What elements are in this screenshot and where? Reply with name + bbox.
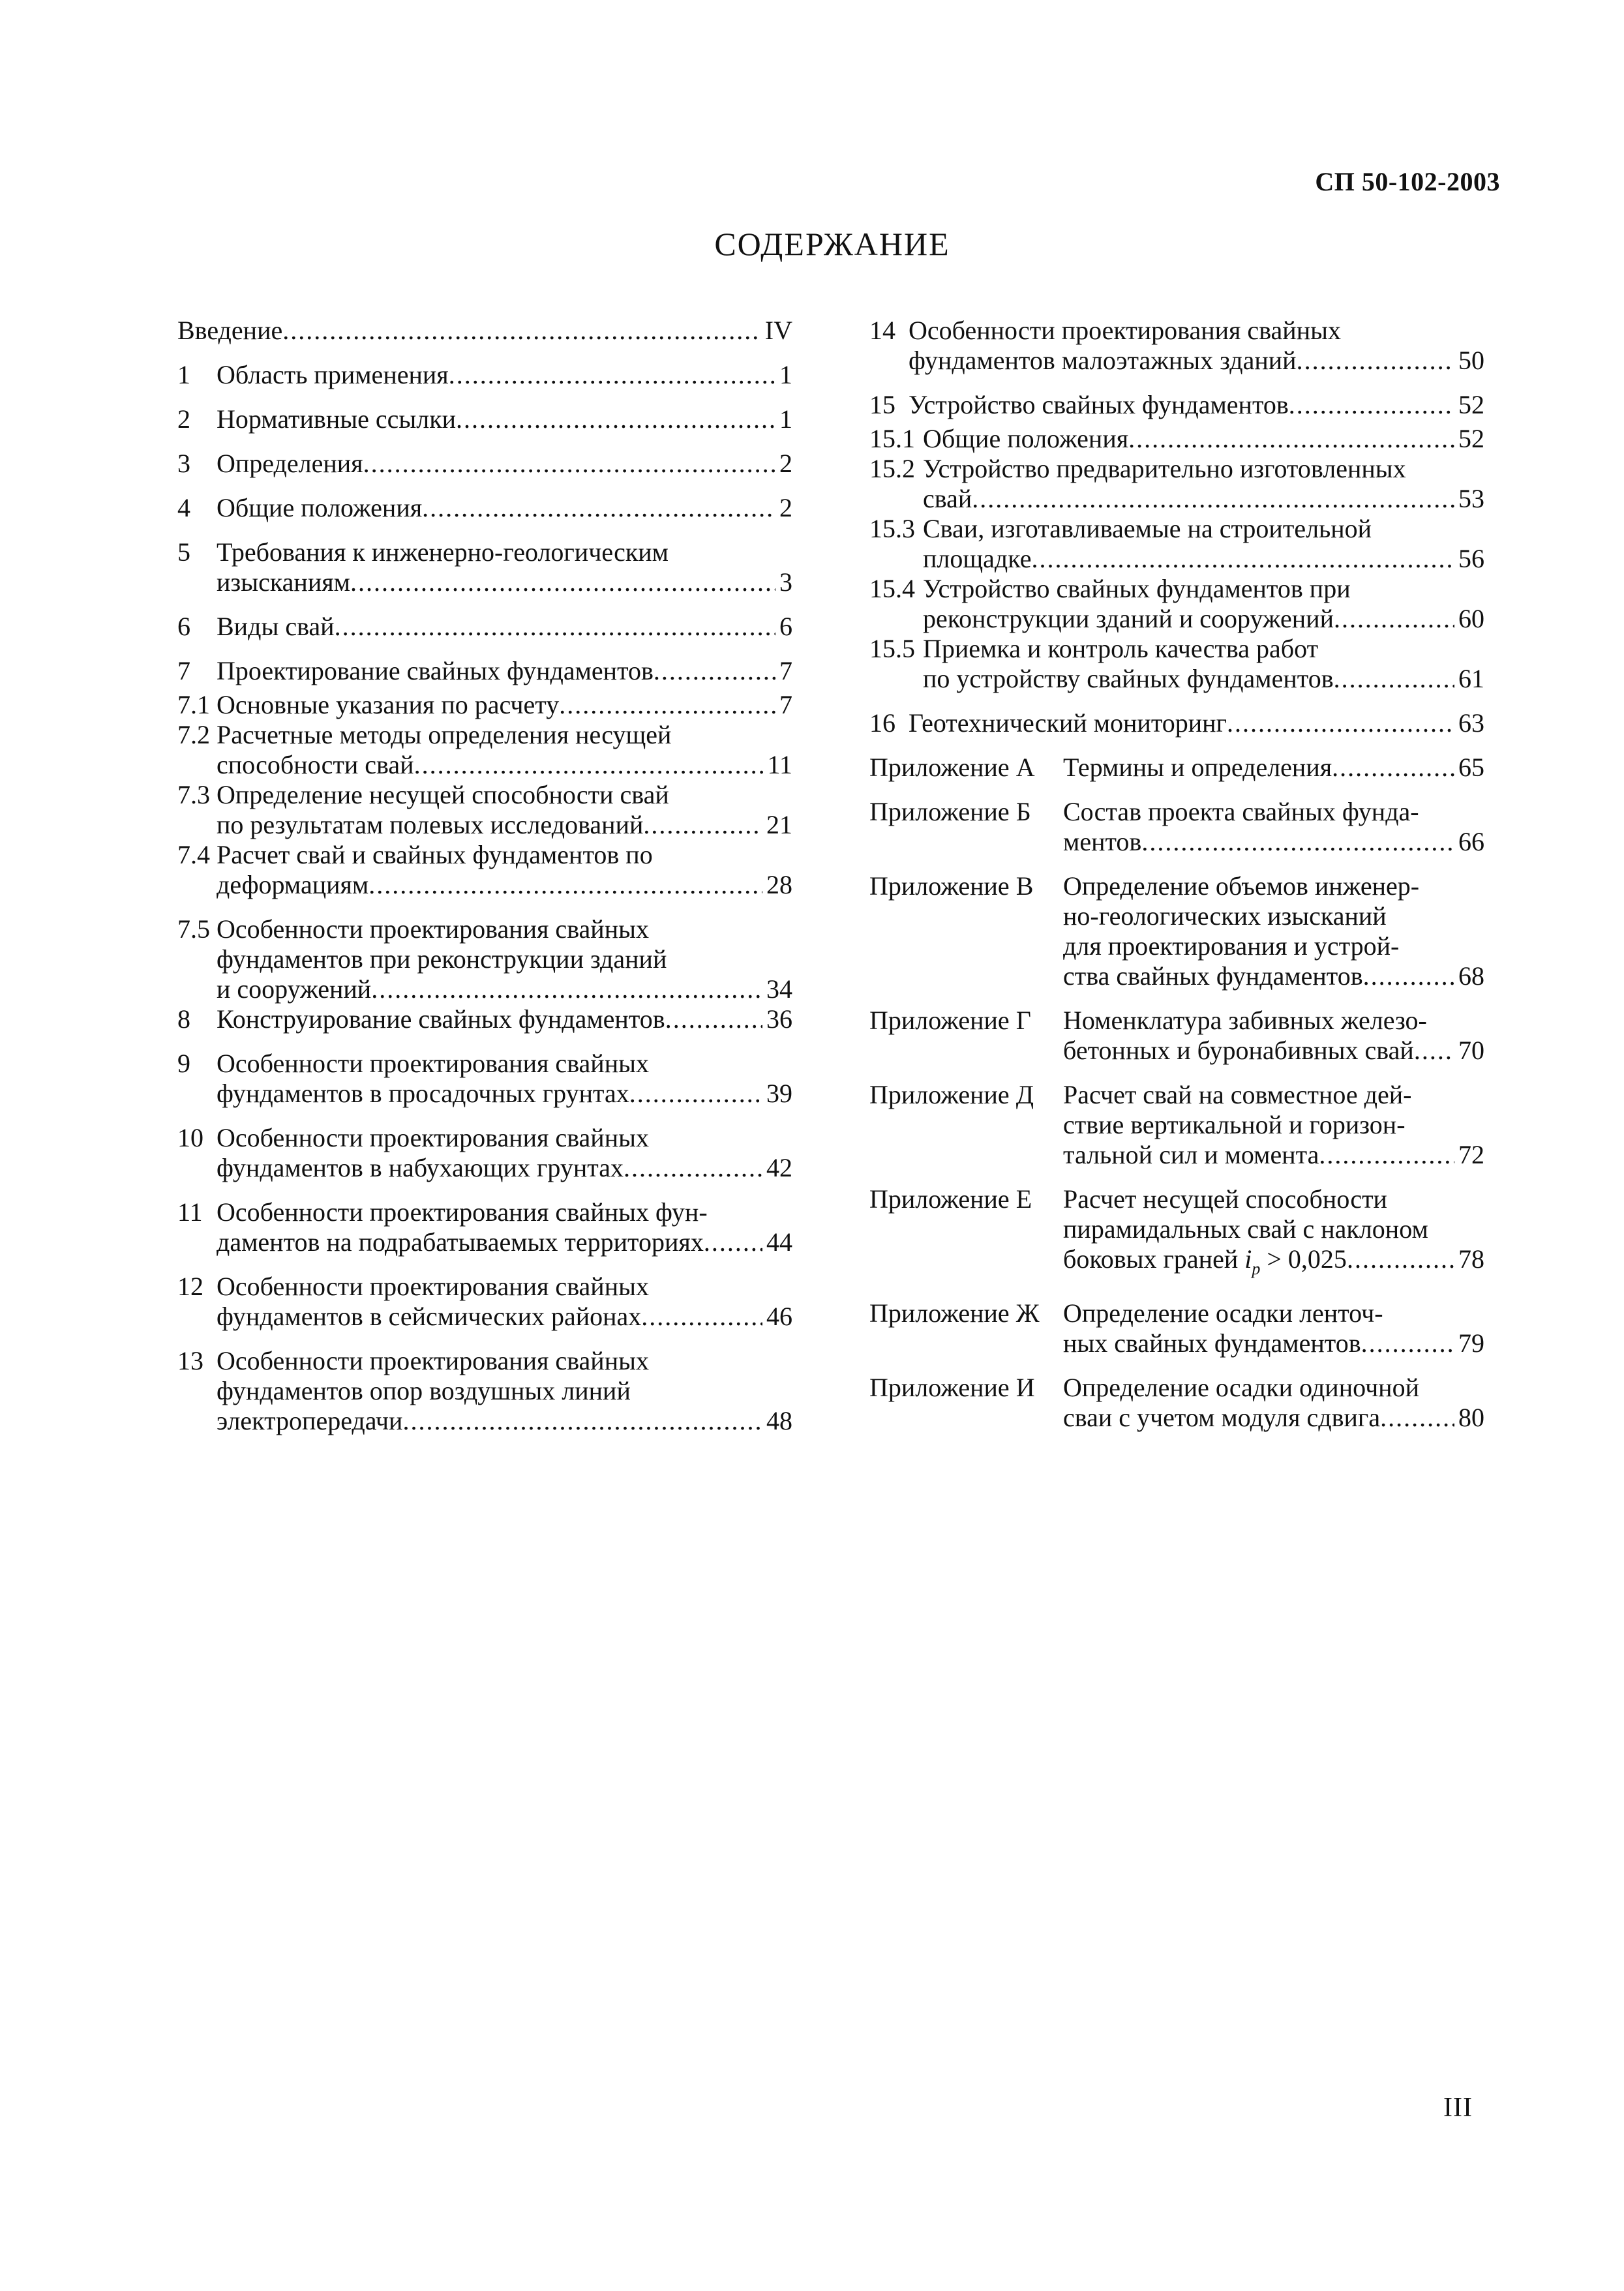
toc-entry-number: 1 bbox=[177, 360, 190, 389]
dot-leader bbox=[449, 360, 775, 390]
dot-leader bbox=[624, 1153, 762, 1183]
toc-page-number: 34 bbox=[766, 974, 792, 1004]
toc-page-number: 39 bbox=[766, 1079, 792, 1108]
toc-entry-title-line: Расчет свай и свайных фундаментов по bbox=[217, 840, 653, 869]
toc-entry-title-line: фундаментов в просадочных грунтах bbox=[217, 1079, 629, 1108]
toc-entry-number: 7.3 bbox=[177, 780, 210, 809]
toc-entry[interactable] bbox=[869, 797, 1484, 857]
document-code: СП 50-102-2003 bbox=[1315, 167, 1500, 196]
toc-entry-title-line: фундаментов малоэтажных зданий bbox=[909, 346, 1297, 375]
toc-entry[interactable] bbox=[869, 871, 1484, 991]
toc-entry-title-line: Особенности проектирования свайных bbox=[217, 1049, 649, 1078]
toc-entry-number: 14 bbox=[869, 316, 895, 345]
toc-page-number: 11 bbox=[767, 750, 792, 779]
toc-entry-title-line: ства свайных фундаментов bbox=[1063, 961, 1363, 991]
toc-entry-number: 2 bbox=[177, 404, 190, 434]
toc-entry[interactable] bbox=[177, 840, 792, 900]
toc-page-number: 1 bbox=[779, 360, 792, 389]
toc-page-number: 79 bbox=[1458, 1328, 1484, 1358]
toc-entry-title-line: Устройство предварительно изготовленных bbox=[923, 454, 1406, 483]
toc-entry-title-line: Определение осадки одиночной bbox=[1063, 1373, 1419, 1402]
dot-leader bbox=[1031, 544, 1454, 574]
dot-leader bbox=[282, 316, 761, 346]
dot-leader bbox=[350, 567, 775, 597]
toc-entry-title-line: для проектирования и устрой- bbox=[1063, 931, 1400, 961]
toc-entry[interactable] bbox=[869, 1373, 1484, 1433]
dot-leader bbox=[402, 1406, 762, 1436]
dot-leader bbox=[335, 612, 775, 642]
toc-page-number: 2 bbox=[779, 449, 792, 478]
toc-entry[interactable] bbox=[177, 690, 792, 720]
toc-entry-number: Приложение Г bbox=[869, 1006, 1031, 1035]
toc-page-number: 7 bbox=[779, 656, 792, 685]
toc-entry[interactable] bbox=[869, 574, 1484, 634]
toc-entry[interactable] bbox=[177, 1272, 792, 1332]
toc-entry[interactable] bbox=[869, 390, 1484, 420]
dot-leader bbox=[363, 449, 775, 479]
toc-entry[interactable] bbox=[177, 404, 792, 434]
toc-entry-title-line: изысканиям bbox=[217, 567, 350, 597]
toc-page-number: IV bbox=[764, 316, 792, 345]
toc-page-number: 68 bbox=[1458, 961, 1484, 991]
toc-entry-title-line: Устройство свайных фундаментов при bbox=[923, 574, 1351, 603]
toc-entry-title-line: способности свай bbox=[217, 750, 414, 779]
toc-page-number: 52 bbox=[1458, 424, 1484, 453]
toc-entry-title-line: ных свайных фундаментов bbox=[1063, 1328, 1361, 1358]
dot-leader bbox=[1319, 1140, 1454, 1170]
dot-leader bbox=[665, 1004, 762, 1034]
dot-leader bbox=[1334, 664, 1454, 694]
toc-entry-number: 7.4 bbox=[177, 840, 210, 869]
toc-entry-title-line: фундаментов опор воздушных линий bbox=[217, 1376, 631, 1405]
dot-leader bbox=[422, 493, 775, 523]
toc-entry-number: 11 bbox=[177, 1197, 203, 1227]
toc-entry-title-line: по устройству свайных фундаментов bbox=[923, 664, 1334, 693]
toc-page-number: 65 bbox=[1458, 753, 1484, 782]
toc-entry[interactable] bbox=[177, 360, 792, 390]
toc-entry-title-line: и сооружений bbox=[217, 974, 372, 1004]
toc-entry[interactable] bbox=[177, 612, 792, 642]
toc-page-number: 53 bbox=[1458, 484, 1484, 513]
dot-leader bbox=[643, 810, 762, 840]
toc-entry-title-line: бетонных и буронабивных свай bbox=[1063, 1036, 1414, 1065]
toc-entry-title-line: Расчетные методы определения несущей bbox=[217, 720, 672, 749]
toc-right-column bbox=[869, 316, 1484, 1433]
toc-entry-title-line: тальной сил и момента bbox=[1063, 1140, 1319, 1169]
dot-leader bbox=[368, 870, 762, 900]
dot-leader bbox=[704, 1227, 762, 1257]
toc-page-number: 44 bbox=[766, 1227, 792, 1257]
toc-entry-title-line: Проектирование свайных фундаментов bbox=[217, 656, 654, 685]
dot-leader bbox=[1334, 604, 1454, 634]
dot-leader bbox=[1128, 424, 1454, 454]
dot-leader bbox=[1141, 827, 1454, 857]
toc-entry[interactable] bbox=[177, 1123, 792, 1183]
toc-entry-number: Приложение А bbox=[869, 753, 1035, 782]
toc-page-number: 50 bbox=[1458, 346, 1484, 375]
toc-entry-title-line: Конструирование свайных фундаментов bbox=[217, 1004, 665, 1034]
toc-page-number: 60 bbox=[1458, 604, 1484, 633]
toc-entry-title-line: площадке bbox=[923, 544, 1032, 573]
toc-entry[interactable] bbox=[869, 753, 1484, 783]
toc-entry-title-line: Приемка и контроль качества работ bbox=[923, 634, 1319, 663]
toc-entry-title-line: Определение несущей способности свай bbox=[217, 780, 669, 809]
toc-page-number: 56 bbox=[1458, 544, 1484, 573]
toc-entry-title-line: Нормативные ссылки bbox=[217, 404, 457, 434]
toc-entry-number: 3 bbox=[177, 449, 190, 478]
page-number: III bbox=[1443, 2093, 1473, 2123]
toc-entry-title-line: Определение осадки ленточ- bbox=[1063, 1298, 1383, 1328]
toc-entry-title-line: Номенклатура забивных железо- bbox=[1063, 1006, 1427, 1035]
toc-entry-number: 13 bbox=[177, 1346, 203, 1375]
toc-entry-title-line: Общие положения bbox=[923, 424, 1129, 453]
toc-entry[interactable] bbox=[869, 514, 1484, 574]
toc-entry-title-line: Определение объемов инженер- bbox=[1063, 871, 1420, 901]
toc-entry-number: 7.5 bbox=[177, 914, 210, 944]
toc-entry-title-line: Введение bbox=[177, 316, 283, 345]
toc-entry-number: Приложение Е bbox=[869, 1184, 1032, 1214]
toc-entry-title-line: Область применения bbox=[217, 360, 449, 389]
toc-page-number: 21 bbox=[766, 810, 792, 839]
toc-entry-title-line: даментов на подрабатываемых территориях bbox=[217, 1227, 704, 1257]
toc-entry[interactable] bbox=[177, 449, 792, 479]
toc-entry-title-line: Расчет несущей способности bbox=[1063, 1184, 1387, 1214]
dot-leader bbox=[1332, 753, 1454, 783]
toc-entry-title-line: Особенности проектирования свайных bbox=[217, 1123, 649, 1152]
toc-entry[interactable] bbox=[869, 708, 1484, 738]
toc-entry-number: 7.1 bbox=[177, 690, 210, 719]
toc-page-number: 1 bbox=[779, 404, 792, 434]
toc-page-number: 72 bbox=[1458, 1140, 1484, 1169]
toc-page-number: 7 bbox=[779, 690, 792, 719]
toc-entry[interactable] bbox=[177, 914, 792, 1004]
dot-leader bbox=[629, 1079, 762, 1109]
toc-entry-title-line: Особенности проектирования свайных фун- bbox=[217, 1197, 708, 1227]
toc-entry-title-line: по результатам полевых исследований bbox=[217, 810, 644, 839]
toc-entry-number: 7.2 bbox=[177, 720, 210, 749]
toc-entry-title-line: Общие положения bbox=[217, 493, 423, 522]
toc-entry-number: 6 bbox=[177, 612, 190, 641]
toc-entry[interactable] bbox=[177, 493, 792, 523]
toc-entry[interactable] bbox=[177, 780, 792, 840]
dot-leader bbox=[1297, 346, 1454, 376]
dot-leader bbox=[1227, 708, 1454, 738]
toc-entry-title-line: Виды свай bbox=[217, 612, 335, 641]
toc-page-number: 61 bbox=[1458, 664, 1484, 693]
dot-leader bbox=[1380, 1403, 1454, 1433]
toc-entry-number: 15.4 bbox=[869, 574, 915, 603]
toc-entry-number: 5 bbox=[177, 537, 190, 567]
toc-entry[interactable] bbox=[177, 1004, 792, 1034]
toc-page-number: 80 bbox=[1458, 1403, 1484, 1432]
toc-entry-title-line: ствие вертикальной и горизон- bbox=[1063, 1110, 1406, 1139]
toc-page-number: 78 bbox=[1458, 1244, 1484, 1274]
dot-leader bbox=[559, 690, 775, 720]
toc-page-number: 48 bbox=[766, 1406, 792, 1435]
dot-leader bbox=[414, 750, 764, 780]
toc-entry[interactable] bbox=[177, 720, 792, 780]
toc-page-number: 42 bbox=[766, 1153, 792, 1182]
toc-entry-title-line: Основные указания по расчету bbox=[217, 690, 560, 719]
toc-entry-title-line: Особенности проектирования свайных bbox=[217, 1346, 649, 1375]
toc-entry-number: 9 bbox=[177, 1049, 190, 1078]
toc-entry-number: Приложение В bbox=[869, 871, 1034, 901]
dot-leader bbox=[456, 404, 775, 434]
toc-entry[interactable] bbox=[869, 1080, 1484, 1170]
toc-entry[interactable] bbox=[869, 1184, 1484, 1284]
toc-entry-title-line: пирамидальных свай с наклоном bbox=[1063, 1214, 1428, 1244]
toc-entry[interactable] bbox=[177, 656, 792, 686]
toc-page-number: 63 bbox=[1458, 708, 1484, 738]
dot-leader bbox=[1363, 961, 1454, 991]
dot-leader bbox=[371, 974, 762, 1004]
toc-page-number: 2 bbox=[779, 493, 792, 522]
toc-page-number: 3 bbox=[779, 567, 792, 597]
toc-entry-number: 15.3 bbox=[869, 514, 915, 543]
toc-page-number: 46 bbox=[766, 1302, 792, 1331]
toc-page-number: 70 bbox=[1458, 1036, 1484, 1065]
toc-entry-title-line: Сваи, изготавливаемые на строительной bbox=[923, 514, 1372, 543]
toc-entry-number: Приложение Д bbox=[869, 1080, 1034, 1109]
toc-entry[interactable] bbox=[869, 1298, 1484, 1358]
toc-entry-title-line: Определения bbox=[217, 449, 363, 478]
toc-page-number: 36 bbox=[766, 1004, 792, 1034]
toc-entry-number: 7 bbox=[177, 656, 190, 685]
toc-entry-title-line: Требования к инженерно-геологическим bbox=[217, 537, 669, 567]
toc-entry[interactable] bbox=[869, 634, 1484, 694]
toc-entry-title-line: сваи с учетом модуля сдвига bbox=[1063, 1403, 1381, 1432]
dot-leader bbox=[1347, 1244, 1454, 1284]
toc-entry[interactable] bbox=[869, 1006, 1484, 1066]
toc-entry-number: Приложение Ж bbox=[869, 1298, 1040, 1328]
toc-entry-title-line: Состав проекта свайных фунда- bbox=[1063, 797, 1419, 826]
toc-entry[interactable] bbox=[177, 1346, 792, 1436]
dot-leader bbox=[1414, 1036, 1454, 1066]
toc-entry-title-line: Термины и определения bbox=[1063, 753, 1332, 782]
toc-entry-title-line: но-геологических изысканий bbox=[1063, 901, 1387, 931]
toc-entry-number: Приложение И bbox=[869, 1373, 1035, 1402]
toc-entry-title-line: Особенности проектирования свайных bbox=[217, 1272, 649, 1301]
toc-entry-title-line: Особенности проектирования свайных bbox=[217, 914, 649, 944]
toc-entry-title-line: деформациям bbox=[217, 870, 369, 899]
toc-entry-title-line: ментов bbox=[1063, 827, 1142, 856]
toc-entry-title-line: Расчет свай на совместное дей- bbox=[1063, 1080, 1412, 1109]
toc-entry-title-line: свай bbox=[923, 484, 972, 513]
toc-entry-title-line: фундаментов при реконструкции зданий bbox=[217, 944, 667, 974]
toc-entry[interactable] bbox=[869, 454, 1484, 514]
dot-leader bbox=[1289, 390, 1454, 420]
toc-entry-title-line: боковых граней $i_p > 0,025$ bbox=[1063, 1244, 1347, 1278]
toc-left-column bbox=[177, 316, 792, 1436]
toc-entry[interactable] bbox=[177, 316, 792, 346]
toc-entry-number: 15.5 bbox=[869, 634, 915, 663]
toc-entry-number: 15 bbox=[869, 390, 895, 419]
toc-page-number: 6 bbox=[779, 612, 792, 641]
toc-entry-title-line: Особенности проектирования свайных bbox=[909, 316, 1341, 345]
toc-entry-title-line: электропередачи bbox=[217, 1406, 403, 1435]
toc-entry[interactable] bbox=[177, 1197, 792, 1257]
toc-page-number: 52 bbox=[1458, 390, 1484, 419]
toc-entry[interactable] bbox=[869, 424, 1484, 454]
toc-page-number: 28 bbox=[766, 870, 792, 899]
toc-entry-number: 15.2 bbox=[869, 454, 915, 483]
toc-entry-title-line: фундаментов в сейсмических районах bbox=[217, 1302, 642, 1331]
toc-entry-number: 15.1 bbox=[869, 424, 915, 453]
toc-entry-title-line: реконструкции зданий и сооружений bbox=[923, 604, 1334, 633]
toc-entry-title-line: Устройство свайных фундаментов bbox=[909, 390, 1289, 419]
toc-entry[interactable] bbox=[177, 1049, 792, 1109]
toc-entry[interactable] bbox=[177, 537, 792, 597]
toc-page-number: 66 bbox=[1458, 827, 1484, 856]
toc-entry-number: 12 bbox=[177, 1272, 203, 1301]
dot-leader bbox=[654, 656, 775, 686]
dot-leader bbox=[972, 484, 1454, 514]
toc-entry-number: 16 bbox=[869, 708, 895, 738]
dot-leader bbox=[1361, 1328, 1454, 1358]
toc-entry-number: 4 bbox=[177, 493, 190, 522]
toc-entry-number: 8 bbox=[177, 1004, 190, 1034]
dot-leader bbox=[641, 1302, 762, 1332]
toc-entry-title-line: фундаментов в набухающих грунтах bbox=[217, 1153, 624, 1182]
toc-entry[interactable] bbox=[869, 316, 1484, 376]
toc-entry-number: 10 bbox=[177, 1123, 203, 1152]
toc-entry-number: Приложение Б bbox=[869, 797, 1031, 826]
toc-entry-title-line: Геотехнический мониторинг bbox=[909, 708, 1227, 738]
page-title: СОДЕРЖАНИЕ bbox=[714, 226, 950, 262]
